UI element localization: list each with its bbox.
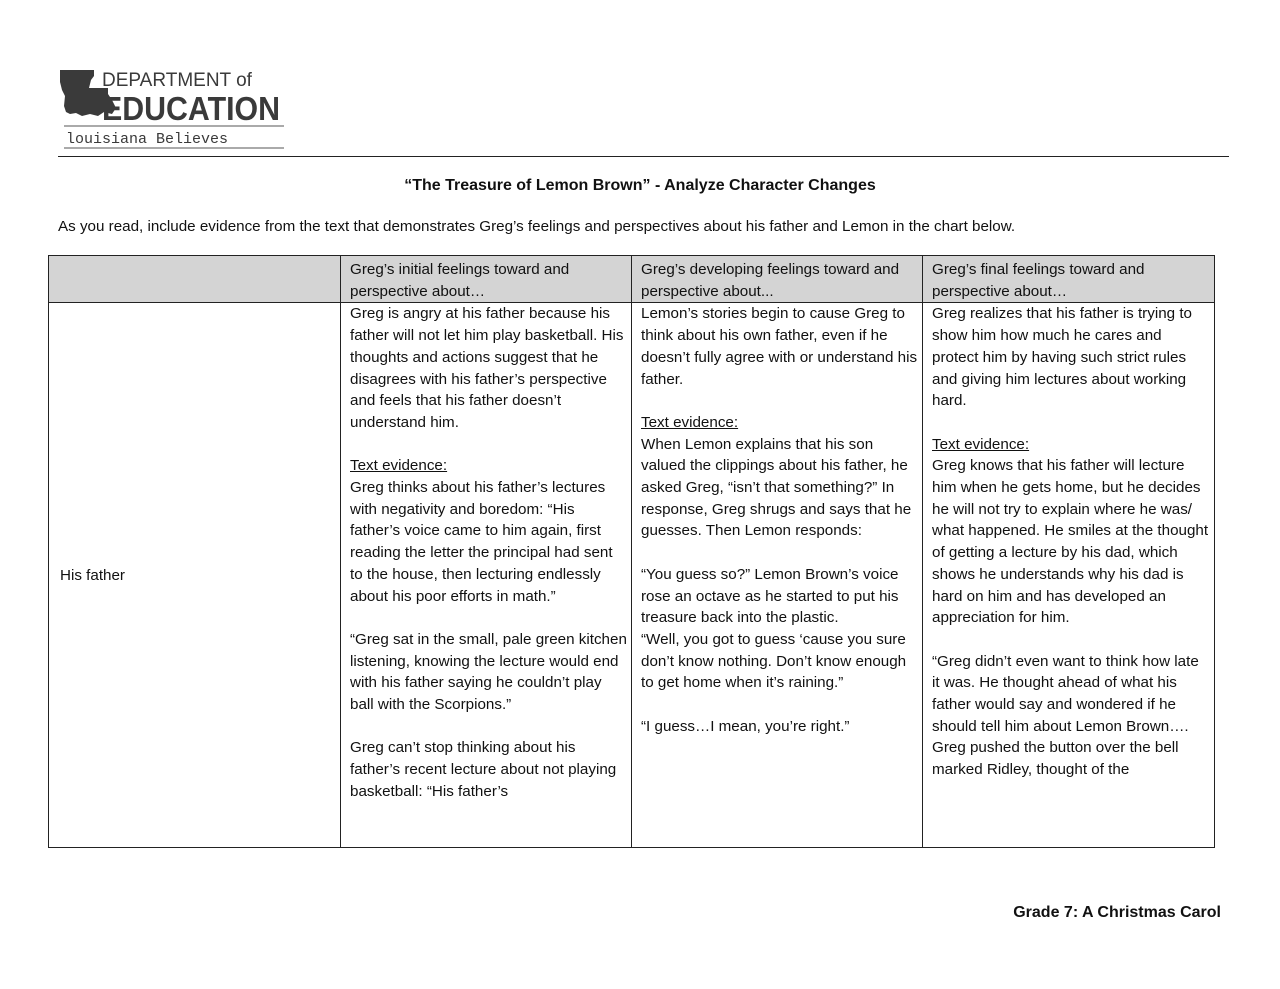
final-evidence-1: Greg knows that his father will lecture him when he gets home, but he decides he will not try to explain where he was/ what happened. He smiles at the thought of getting a lecture by his dad, which shows he understands why his dad is hard on him and has developed an appreciation for him.: [932, 457, 1209, 627]
developing-evidence-label: Text evidence:: [641, 413, 739, 431]
developing-evidence-block: [641, 412, 918, 542]
header-cell-developing: Greg’s developing feelings toward and perspective about...: [632, 256, 923, 303]
developing-evidence-2: “You guess so?” Lemon Brown’s voice rose an octave as he started to put his treasure back into the plastic. “Well, you got to guess ‘cause you sure don’t know nothing. Don’t know enough to get home when it’s raining.”: [641, 565, 907, 692]
logo-tagline: louisiana Believes: [66, 131, 229, 148]
document-title: “The Treasure of Lemon Brown” - Analyze Character Changes: [404, 177, 876, 194]
header-cell-final: Greg’s final feelings toward and perspective about…: [923, 256, 1215, 303]
initial-summary: Greg is angry at his father because his father will not let him play basketball. His thoughts and actions suggest that he disagrees with his father’s perspective and feels that his father doesn’t understand him.: [350, 305, 624, 431]
developing-summary: Lemon’s stories begin to cause Greg to think about his own father, even if he doesn’t fully agree with or understand his father.: [641, 305, 918, 388]
final-evidence-block: [932, 434, 1210, 629]
initial-evidence-block: [350, 455, 627, 607]
logo-line-1: DEPARTMENT of: [102, 70, 252, 91]
final-summary: Greg realizes that his father is trying to show him how much he cares and protect him by having such strict rules and giving him lectures about working hard.: [932, 305, 1192, 410]
chart-header-row: [49, 256, 1215, 303]
footer-unit-label: Grade 7: A Christmas Carol: [1013, 904, 1221, 921]
initial-evidence-label: Text evidence:: [350, 457, 448, 475]
logo-line-2: EDUCATION: [102, 90, 280, 127]
character-changes-chart: [48, 255, 1215, 848]
cell-initial: [341, 303, 632, 848]
initial-evidence-2: “Greg sat in the small, pale green kitchen listening, knowing the lecture would end with his father saying he couldn’t play ball with the Scorpions.”: [350, 630, 627, 714]
header-cell-initial: Greg’s initial feelings toward and perspective about…: [341, 256, 632, 303]
header-divider: [58, 156, 1229, 157]
developing-evidence-1: When Lemon explains that his son valued the clippings about his father, he asked Greg, “isn’t that something?” In response, Greg shrugs and says that he guesses. Then Lemon responds:: [641, 435, 912, 540]
cell-developing: [632, 303, 923, 848]
header-cell-empty: [49, 256, 341, 303]
instructions-text: As you read, include evidence from the text that demonstrates Greg’s feelings and perspectives about his father and Lemon in the chart below.: [58, 218, 1016, 235]
initial-evidence-3: Greg can’t stop thinking about his father’s recent lecture about not playing basketball: “His father’s: [350, 739, 617, 800]
initial-evidence-1: Greg thinks about his father’s lectures with negativity and boredom: “His father’s voice came to him again, first reading the letter the principal had sent to the house, then lecturing endlessly about his poor efforts in math.”: [350, 479, 613, 605]
final-evidence-label: Text evidence:: [932, 435, 1030, 453]
table-row: [49, 303, 1215, 848]
row-label-his-father: His father: [49, 303, 341, 848]
final-evidence-2: “Greg didn’t even want to think how late it was. He thought ahead of what his father would say and wondered if he should tell him about Lemon Brown…. Greg pushed the button over the bell marked Ridley, thought of the: [932, 652, 1199, 779]
department-of-education-logo: [58, 66, 288, 150]
cell-final: [923, 303, 1215, 848]
developing-evidence-3: “I guess…I mean, you’re right.”: [641, 717, 850, 735]
